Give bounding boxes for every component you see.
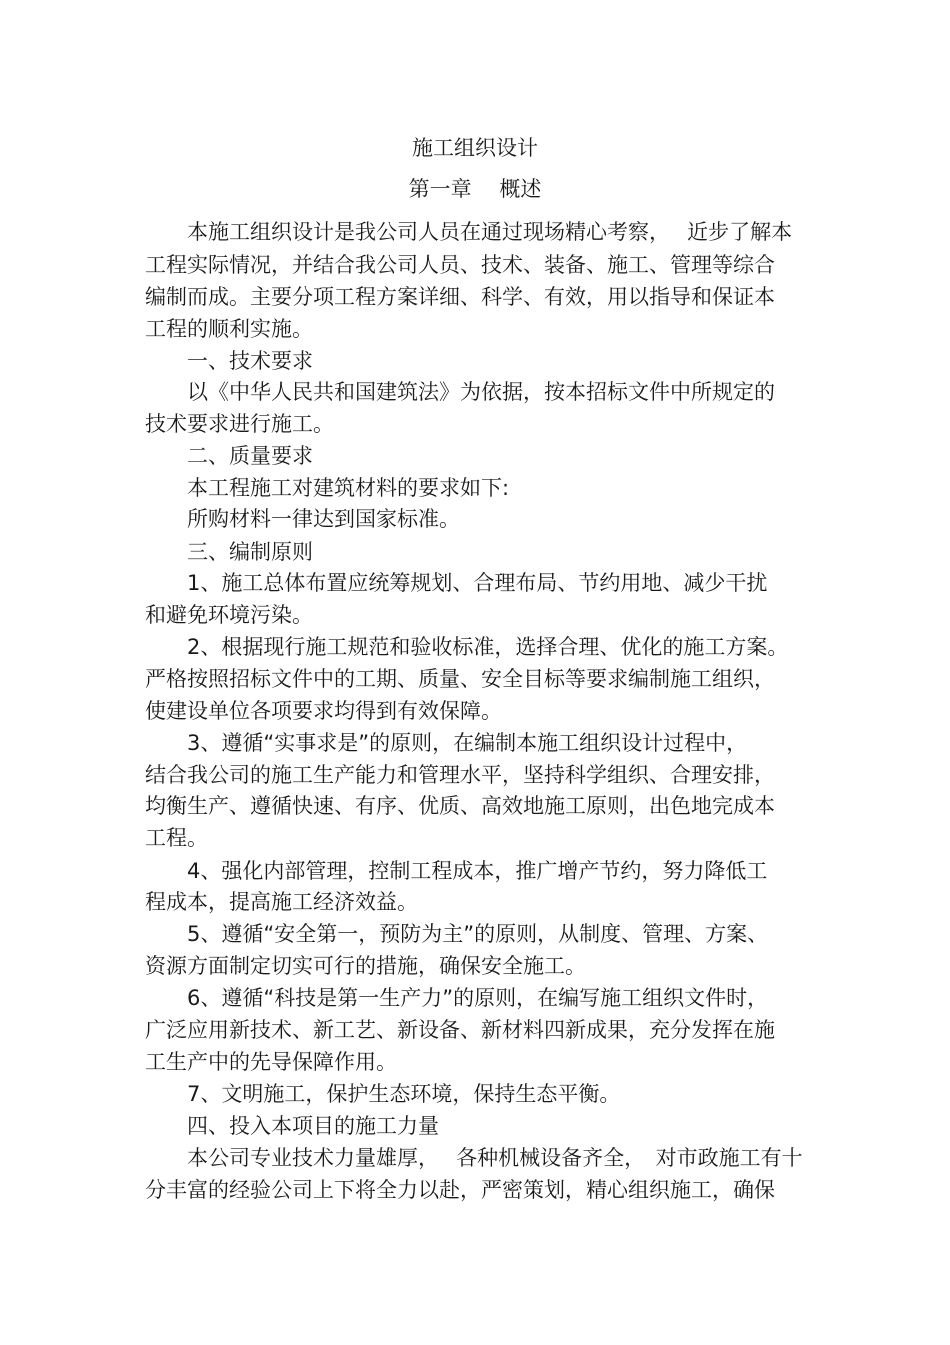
list-item-line: 结合我公司的施工生产能力和管理水平，坚持科学组织、合理安排，: [145, 763, 775, 787]
paragraph-line: 以《中华人民共和国建筑法》为依据，按本招标文件中所规定的: [187, 380, 775, 404]
list-item-line: 工生产中的先导保障作用。: [145, 1050, 397, 1074]
list-item-line: 和避免环境污染。: [145, 603, 313, 627]
list-item-line: 1、施工总体布置应统筹规划、合理布局、节约用地、减少干扰: [187, 571, 768, 595]
list-item-line: 使建设单位各项要求均得到有效保障。: [145, 699, 502, 723]
list-item-line: 2、根据现行施工规范和验收标准，选择合理、优化的施工方案。: [187, 635, 789, 659]
section-heading: 四、投入本项目的施工力量: [187, 1114, 439, 1138]
section-heading: 一、技术要求: [187, 349, 313, 373]
section-heading: 二、质量要求: [187, 444, 313, 468]
list-item-line: 资源方面制定切实可行的措施，确保安全施工。: [145, 954, 586, 978]
document-title: 施工组织设计: [412, 136, 538, 160]
list-item-line: 程成本，提高施工经济效益。: [145, 890, 418, 914]
section-heading: 三、编制原则: [187, 540, 313, 564]
list-item-line: 4、强化内部管理，控制工程成本，推广增产节约，努力降低工: [187, 859, 768, 883]
list-item-line: 6、遵循“科技是第一生产力”的原则，在编写施工组织文件时，: [187, 986, 769, 1010]
paragraph-line: 编制而成。主要分项工程方案详细、科学、有效，用以指导和保证本: [145, 285, 775, 309]
paragraph-line: 本公司专业技术力量雄厚， 各种机械设备齐全， 对市政施工有十: [187, 1146, 803, 1170]
list-item-line: 5、遵循“安全第一，预防为主”的原则，从制度、管理、方案、: [187, 922, 769, 946]
paragraph-line: 所购材料一律达到国家标准。: [187, 507, 460, 531]
paragraph-line: 本工程施工对建筑材料的要求如下:: [187, 476, 510, 500]
paragraph-line: 工程实际情况，并结合我公司人员、技术、装备、施工、管理等综合: [145, 253, 775, 277]
list-item-line: 工程。: [145, 826, 208, 850]
list-item-line: 广泛应用新技术、新工艺、新设备、新材料四新成果，充分发挥在施: [145, 1018, 775, 1042]
list-item-line: 3、遵循“实事求是”的原则，在编制本施工组织设计过程中，: [187, 731, 748, 755]
paragraph-line: 分丰富的经验公司上下将全力以赴，严密策划，精心组织施工，确保: [145, 1178, 775, 1202]
list-item-line: 均衡生产、遵循快速、有序、优质、高效地施工原则，出色地完成本: [145, 794, 775, 818]
list-item-line: 7、文明施工，保护生态环境，保持生态平衡。: [187, 1082, 621, 1106]
paragraph-line: 技术要求进行施工。: [145, 412, 334, 436]
list-item-line: 严格按照招标文件中的工期、质量、安全目标等要求编制施工组织，: [145, 667, 775, 691]
paragraph-line: 工程的顺利实施。: [145, 317, 313, 341]
chapter-heading: 第一章 概述: [408, 177, 542, 201]
paragraph-line: 本施工组织设计是我公司人员在通过现场精心考察， 近步了解本: [187, 220, 793, 244]
